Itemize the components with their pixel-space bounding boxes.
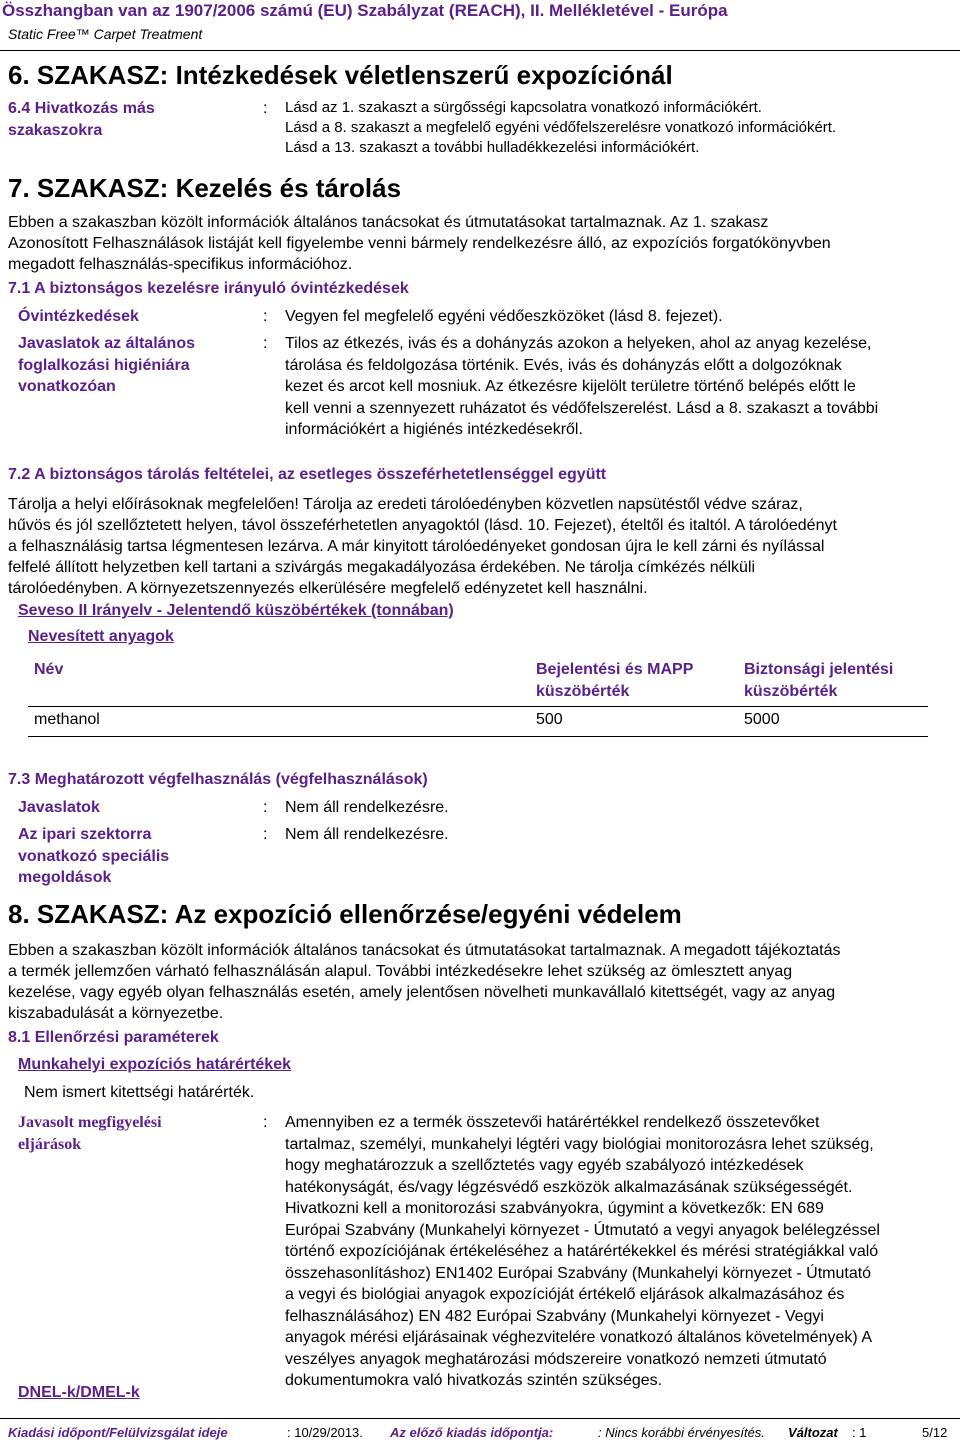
reference-label: 6.4 Hivatkozás más szakaszokra bbox=[8, 100, 155, 139]
reference-colon: : bbox=[263, 100, 268, 117]
precautions-colon: : bbox=[263, 308, 268, 325]
table-cell-name: methanol bbox=[34, 711, 100, 728]
monitoring-colon: : bbox=[263, 1114, 268, 1131]
precautions-value: Vegyen fel megfelelő egyéni védőeszközöket (lásd 8. fejezet). bbox=[285, 308, 723, 325]
recommendations-colon: : bbox=[263, 799, 268, 816]
hygiene-label: Javaslatok az általános foglalkozási higiéniára vonatkozóan bbox=[18, 335, 195, 395]
product-name: Static Free™ Carpet Treatment bbox=[8, 26, 203, 42]
hygiene-lines: Tilos az étkezés, ivás és a dohányzás azokon a helyeken, ahol az anyag kezelése, tárolása és feldolgozása történik. Evés, ivás és dohányzás előtt a dolgozóknak kezet és arcot kell mosniuk. Az étkezésre kijelölt területre történő belépés előtt le kell venni a szennyezett ruházatot és védőfelszerelést. Lásd a 8. szakaszt a további információkért a higiénés intézkedésekről. bbox=[285, 335, 879, 438]
table-row bbox=[28, 709, 928, 733]
section-6-title: 6. SZAKASZ: Intézkedések véletlenszerű expozíciónál bbox=[8, 60, 673, 90]
precautions-label: Óvintézkedések bbox=[18, 308, 139, 325]
document-header-title: Összhangban van az 1907/2006 számú (EU) Szabályzat (REACH), II. Mellékletével - Európa bbox=[2, 1, 728, 20]
recommendations-value: Nem áll rendelkezésre. bbox=[285, 799, 449, 816]
table-header-name: Név bbox=[34, 661, 64, 678]
footer-issue-label: Kiadási időpont/Felülvizsgálat ideje bbox=[8, 1425, 228, 1440]
table-header-rule bbox=[28, 706, 928, 707]
seveso-title: Seveso II Irányelv - Jelentendő küszöbértékek (tonnában) bbox=[18, 602, 454, 619]
exposure-limits-title: Munkahelyi expozíciós határértékek bbox=[18, 1056, 291, 1073]
monitoring-label: Javasolt megfigyelési eljárások bbox=[18, 1114, 162, 1153]
industrial-value: Nem áll rendelkezésre. bbox=[285, 826, 449, 843]
subsection-7-3-title: 7.3 Meghatározott végfelhasználás (végfelhasználások) bbox=[8, 771, 428, 788]
section-8-intro: Ebben a szakaszban közölt információk általános tanácsokat és útmutatásokat tartalmaznak. A megadott tájékoztatás a termék jellemzően várható felhasználásán alapul. További intézkedésekre lehet szükség az ömlesztett anyag kezelése, vagy egyéb olyan felhasználás esetén, amely jelentősen növelheti munkavállaló kitettségét, vagy az anyag kiszabadulását a környezetbe. bbox=[8, 942, 841, 1022]
table-header-mapp: Bejelentési és MAPP küszöbérték bbox=[536, 661, 694, 700]
recommendations-label: Javaslatok bbox=[18, 799, 100, 816]
subsection-8-1-title: 8.1 Ellenőrzési paraméterek bbox=[8, 1029, 219, 1046]
footer-version-label: Változat bbox=[788, 1425, 838, 1440]
reference-lines: Lásd az 1. szakaszt a sürgősségi kapcsolatra vonatkozó információkért. Lásd a 8. szakaszt a megfelelő egyéni védőfelszerelésre vonatkozó információkért. Lásd a 13. szakaszt a további hulladékkezelési információkért. bbox=[285, 99, 837, 156]
section-8-title: 8. SZAKASZ: Az expozíció ellenőrzése/egyéni védelem bbox=[8, 899, 682, 929]
industrial-colon: : bbox=[263, 826, 268, 843]
named-substances-title: Nevesített anyagok bbox=[28, 628, 174, 645]
section-7-title: 7. SZAKASZ: Kezelés és tárolás bbox=[8, 173, 402, 203]
exposure-limits-value: Nem ismert kitettségi határérték. bbox=[24, 1084, 255, 1101]
table-cell-mapp: 500 bbox=[536, 711, 563, 728]
footer-issue-value: : 10/29/2013. bbox=[287, 1425, 363, 1440]
table-bottom-rule bbox=[28, 736, 928, 737]
footer-divider bbox=[0, 1418, 960, 1419]
monitoring-lines: Amennyiben ez a termék összetevői határértékkel rendelkező összetevőket tartalmaz, személyi, munkahelyi légtéri vagy biológiai monitorozásra lehet szükség, hogy meghatározzuk a szellőztetés vagy egyéb szabályozó intézkedések hatékonyságát, és/vagy légzésvédő eszközök alkalmazásának szükségességét. Hivatkozni kell a monitorozási szabványokra, úgymint a következők: EN 689 Európai Szabvány (Munkahelyi környezet - Útmutató a vegyi anyagok belélegzéssel történő expozíciójának értékeléséhez a határértékekkel és mérési stratégiákkal való összehasonlításhoz) EN1402 Európai Szabvány (Munkahelyi környezet - Útmutató a vegyi és biológiai anyagok expozícióját értékelő eljárások alkalmazásához és felhasználásához) EN 482 Európai Szabvány (Munkahelyi környezet - Vegyi anyagok mérési eljárásainak véghezvitelére vonatkozó általános követelmények) A veszélyes anyagok meghatározási módszereire vonatkozó nemzeti útmutató dokumentumokra való hivatkozás szintén szükséges. bbox=[285, 1114, 880, 1389]
footer-page-number: 5/12 bbox=[922, 1425, 948, 1440]
footer bbox=[0, 1424, 960, 1446]
table-cell-safety: 5000 bbox=[744, 711, 780, 728]
dnel-title: DNEL-k/DMEL-k bbox=[18, 1384, 140, 1401]
subsection-7-1-title: 7.1 A biztonságos kezelésre irányuló óvintézkedések bbox=[8, 280, 409, 297]
seveso-table bbox=[28, 655, 928, 740]
header-divider bbox=[0, 50, 960, 51]
storage-text: Tárolja a helyi előírásoknak megfelelően! Tárolja az eredeti tárolóedényben közvetlen napsütéstől védve száraz, hűvös és jól szellőztetett helyen, távol összeférhetetlen anyagoktól (lásd. 10. Fejezet), ételtől és italtól. A tárolóedényt a felhasználásig tartsa légmentesen lezárva. A már kinyitott tárolóedényeket gondosan újra le kell zárni és nyílással felfelé állított helyzetben kell tartani a szivárgás megakadályozása érdekében. Ne tárolja címkézés nélküli tárolóedényben. A környezetszennyezés elkerülésére megfelelő edényzetet kell használni. bbox=[8, 496, 837, 597]
table-header-safety: Biztonsági jelentési küszöbérték bbox=[744, 661, 894, 700]
footer-prev-value: : Nincs korábbi érvényesítés. bbox=[598, 1425, 765, 1440]
subsection-7-2-title: 7.2 A biztonságos tárolás feltételei, az esetleges összeférhetetlenséggel együtt bbox=[8, 466, 607, 483]
section-7-intro: Ebben a szakaszban közölt információk általános tanácsokat és útmutatásokat tartalmaznak. Az 1. szakasz Azonosított Felhasználások listáját kell figyelembe venni bármely rendelkezésre álló, az expozíciós forgatókönyvben megadott felhasználás-specifikus információhoz. bbox=[8, 214, 831, 273]
hygiene-colon: : bbox=[263, 335, 268, 352]
footer-prev-label: Az előző kiadás időpontja: bbox=[390, 1425, 554, 1440]
industrial-label: Az ipari szektorra vonatkozó speciális megoldások bbox=[18, 826, 170, 886]
footer-version-value: : 1 bbox=[852, 1425, 867, 1440]
